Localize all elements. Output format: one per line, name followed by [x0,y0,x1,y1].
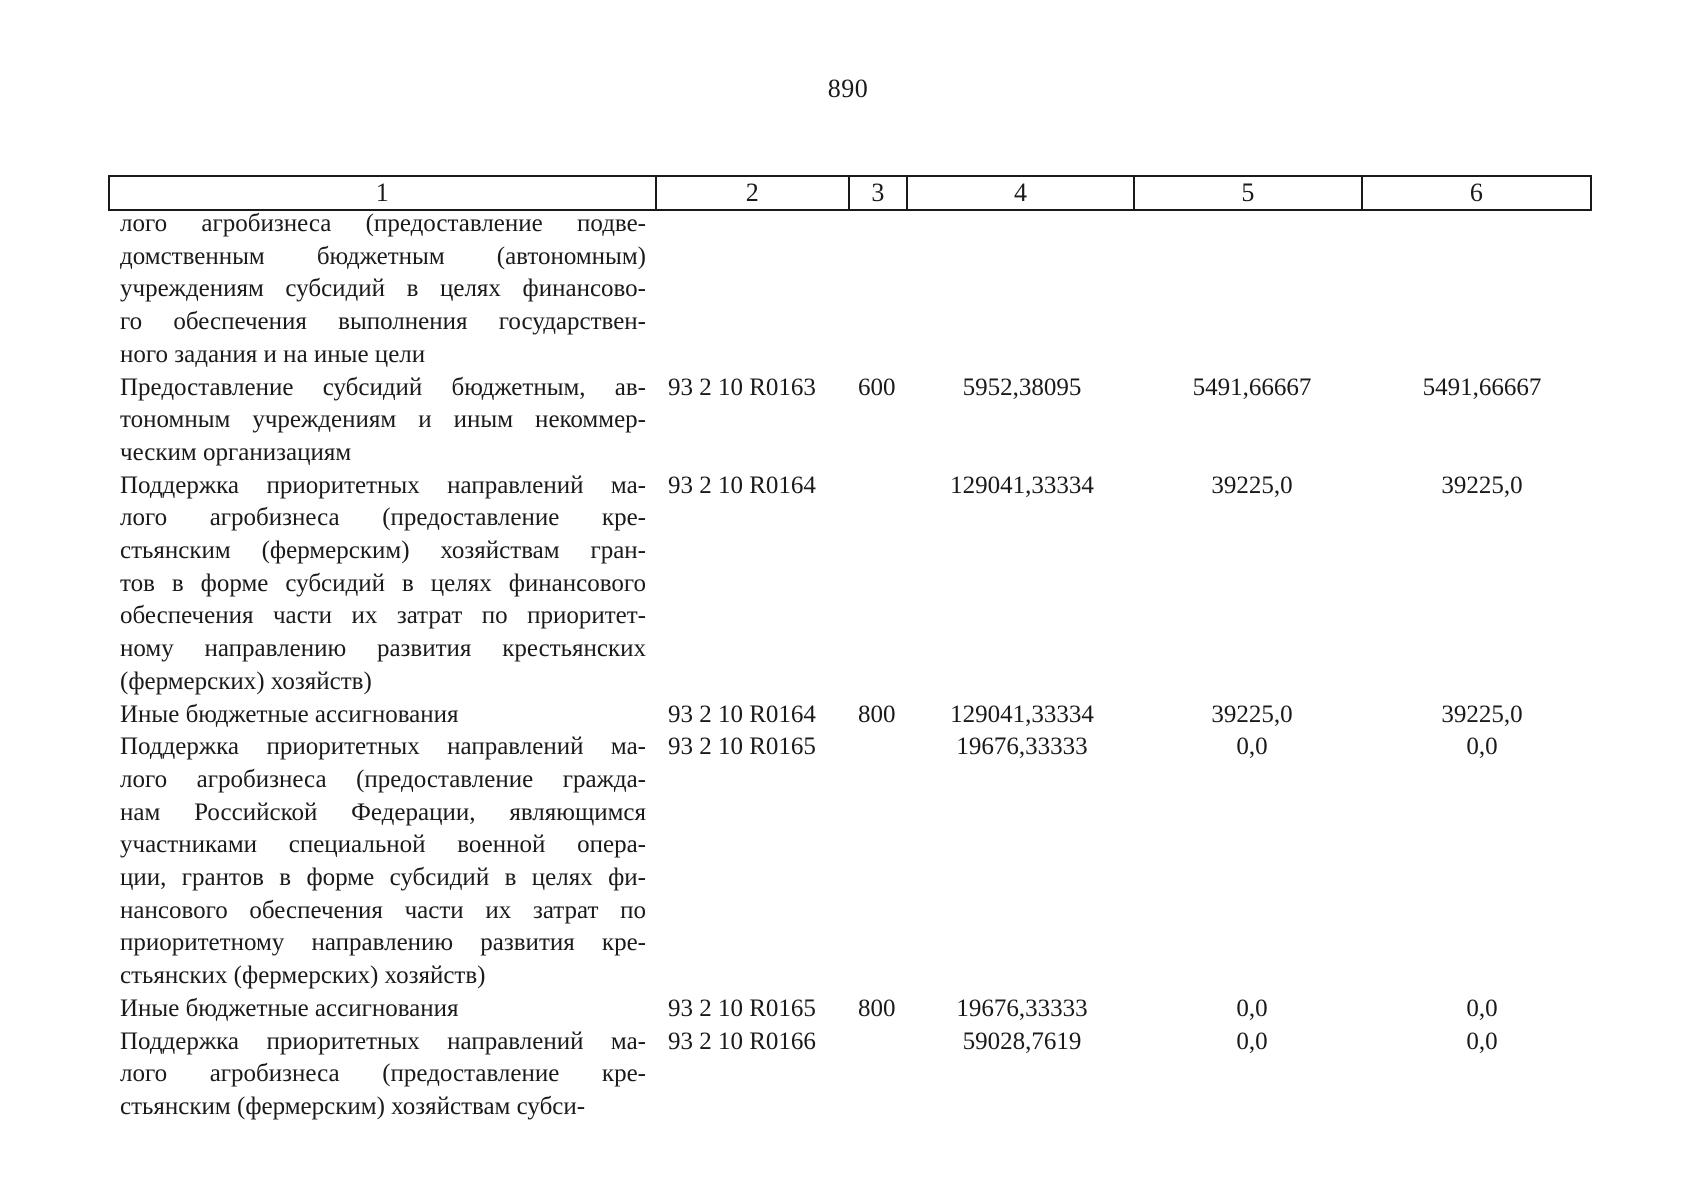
description-line: Поддержка приоритетных направлений ма- [120,733,646,761]
row-description [108,699,656,732]
description-line: стьянских (фермерских) хозяйств) [120,962,486,990]
row-description [108,372,656,470]
row-value-5: 39225,0 [1211,700,1293,728]
description-line: Иные бюджетные ассигнования [120,700,459,728]
description-line: нансового обеспечения части их затрат по [120,896,646,924]
row-value-5: 0,0 [1236,1027,1268,1055]
row-value-4: 19676,33333 [956,994,1088,1022]
table-row [108,1026,1592,1124]
table-row [108,699,1592,732]
description-line: лого агробизнеса (предоставление кре- [120,504,646,532]
row-type: 800 [858,700,896,728]
row-description [108,731,656,993]
row-value-4: 129041,33334 [950,471,1094,499]
description-line: ному направлению развития крестьянских [120,635,646,663]
row-value-5: 39225,0 [1211,471,1293,499]
row-description [108,470,656,699]
row-code: 93 2 10 R0165 [668,733,816,761]
header-col-5: 5 [1135,177,1362,209]
header-col-6: 6 [1469,178,1483,207]
row-value-5: 0,0 [1236,733,1268,761]
header-col-3: 3 [850,177,908,209]
description-line: тономным учреждениям и иным некоммер- [120,406,646,434]
description-line: лого агробизнеса (предоставление подве- [120,210,646,237]
header-col-2: 2 [657,177,850,209]
row-value-5: 0,0 [1236,994,1268,1022]
row-description [108,208,656,372]
row-value-6: 5491,66667 [1422,373,1542,401]
row-type: 600 [858,373,896,401]
header-col-1: 1 [110,177,657,209]
description-line: участниками специальной военной опера- [120,831,646,859]
description-line: домственным бюджетным (автономным) [120,242,646,270]
table-row [108,731,1592,993]
row-value-6: 0,0 [1466,733,1498,761]
row-value-4: 19676,33333 [956,733,1088,761]
description-line: Поддержка приоритетных направлений ма- [120,471,646,499]
description-line: учреждениям субсидий в целях финансово- [120,275,646,303]
description-line: обеспечения части их затрат по приоритет- [120,602,646,630]
description-line: ческим организациям [120,438,352,466]
row-value-6: 0,0 [1466,1027,1498,1055]
row-type: 800 [858,994,896,1022]
description-line: нам Российской Федерации, являющимся [120,798,646,826]
description-line: стьянским (фермерским) хозяйствам субси- [120,1092,586,1120]
row-value-6: 39225,0 [1441,471,1523,499]
row-description [108,1026,656,1124]
row-value-4: 129041,33334 [950,700,1094,728]
description-line: Поддержка приоритетных направлений ма- [120,1027,646,1055]
row-description [108,993,656,1026]
description-line: лого агробизнеса (предоставление кре- [120,1060,646,1088]
table-row [108,993,1592,1026]
header-col-4: 4 [908,177,1135,209]
row-code: 93 2 10 R0166 [668,1027,816,1055]
description-line: ного задания и на иные цели [120,340,426,368]
row-code: 93 2 10 R0164 [668,700,816,728]
description-line: Предоставление субсидий бюджетным, ав- [120,373,646,401]
row-value-5: 5491,66667 [1192,373,1312,401]
row-code: 93 2 10 R0163 [668,373,816,401]
table-row [108,470,1592,699]
description-line: го обеспечения выполнения государствен- [120,308,646,336]
row-value-6: 39225,0 [1441,700,1523,728]
row-value-6: 0,0 [1466,994,1498,1022]
table-row [108,208,1592,372]
description-line: тов в форме субсидий в целях финансового [120,569,646,597]
row-value-4: 59028,7619 [962,1027,1082,1055]
description-line: (фермерских) хозяйств) [120,667,372,695]
description-line: приоритетному направлению развития кре- [120,929,646,957]
table-header [108,175,1592,211]
description-line: стьянским (фермерским) хозяйствам гран- [120,537,646,565]
table-body [108,208,1592,1124]
description-line: лого агробизнеса (предоставление гражда- [120,765,646,793]
description-line: ции, грантов в форме субсидий в целях фи- [120,864,646,892]
row-code: 93 2 10 R0164 [668,471,816,499]
row-value-4: 5952,38095 [962,373,1082,401]
page-number: 890 [827,74,869,103]
table-row [108,372,1592,470]
description-line: Иные бюджетные ассигнования [120,994,459,1022]
row-code: 93 2 10 R0165 [668,994,816,1022]
